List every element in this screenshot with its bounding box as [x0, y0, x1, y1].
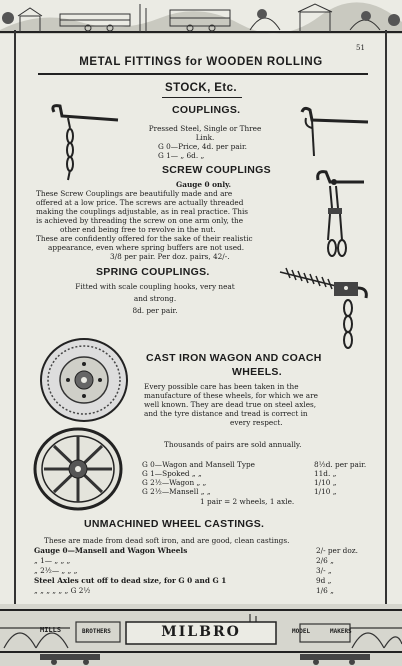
castings-row-1-label: Gauge 0—Mansell and Wagon Wheels — [34, 546, 188, 555]
page-subheading: STOCK, Etc. — [165, 82, 237, 94]
three-link-coupling-illustration — [48, 104, 128, 184]
screw-couplings-desc-7: appearance, even where spring buffers are not used. — [48, 243, 245, 252]
wheels-desc-5: every respect. — [230, 418, 283, 427]
wheels-sold-note: Thousands of pairs are sold annually. — [164, 440, 302, 449]
wheels-desc-4: and the tyre distance and tread is correct in — [144, 409, 308, 418]
bottom-border-illustration — [0, 604, 402, 666]
single-link-coupling-illustration — [298, 106, 372, 160]
wheels-title-2: WHEELS. — [232, 366, 282, 378]
spring-coupling-illustration — [276, 262, 372, 352]
banner-model-text: MODEL — [292, 628, 311, 635]
screw-couplings-desc-3: making the couplings adjustable, as in real practice. This — [36, 207, 249, 216]
screw-couplings-price: 3/8 per pair. Per doz. pairs, 42/-. — [110, 252, 230, 261]
castings-row-2-price: 2/6 „ — [316, 556, 334, 565]
spring-couplings-price: 8d. per pair. — [132, 306, 178, 315]
top-border-illustration — [0, 0, 402, 40]
banner-brothers-text: BROTHERS — [82, 628, 111, 635]
castings-title: UNMACHINED WHEEL CASTINGS. — [84, 518, 265, 530]
couplings-desc-2: Link. — [195, 133, 215, 142]
castings-row-3-label: „ 2½— „ „ „ — [34, 566, 78, 575]
screw-couplings-desc-1: These Screw Couplings are beautifully made and are — [36, 189, 233, 198]
wheels-desc-1: Every possible care has been taken in the — [144, 382, 299, 391]
couplings-price-g1: G 1— „ 6d. „ — [158, 151, 205, 160]
castings-row-4-label: Steel Axles cut off to dead size, for G 0 and G 1 — [34, 576, 227, 585]
wheels-row-1-label: G 0—Wagon and Mansell Type — [142, 460, 255, 469]
page-heading: METAL FITTINGS for WOODEN ROLLING — [79, 56, 323, 68]
disc-wheel-illustration — [38, 336, 130, 424]
banner-makers-text: MAKERS — [330, 628, 352, 635]
right-border-line — [385, 30, 387, 614]
wheels-row-4-label: G 2½—Mansell „ „ — [142, 487, 211, 496]
wheels-row-3-label: G 2½—Wagon „ „ — [142, 478, 207, 487]
castings-desc: These are made from dead soft iron, and are good, clean castings. — [44, 536, 290, 545]
castings-row-5-label: „ „ „ „ „ „ G 2½ — [34, 586, 91, 595]
page-number: 51 — [356, 44, 365, 52]
wheels-row-4-price: 1/10 „ — [314, 487, 337, 496]
banner-brand-logo: MILBRO — [161, 624, 241, 640]
castings-row-2-label: „ 1— „ „ „ — [34, 556, 71, 565]
wheels-desc-3: well known. They are dead true on steel axles, — [144, 400, 317, 409]
screw-couplings-desc-6: These are confidently offered for the sake of their realistic — [36, 234, 253, 243]
screw-couplings-desc-4: is achieved by threading the screw on one arm only, the — [36, 216, 244, 225]
castings-row-3-price: 3/- „ — [316, 566, 332, 575]
spoked-wheel-illustration — [32, 426, 124, 512]
wheels-row-3-price: 1/10 „ — [314, 478, 337, 487]
screw-couplings-desc-5: other end being free to revolve in the nut. — [60, 225, 216, 234]
screw-couplings-gauge: Gauge 0 only. — [176, 180, 232, 189]
left-border-line — [14, 30, 16, 614]
banner-mills-text: MILLS — [40, 626, 62, 634]
wheels-row-2-label: G 1—Spoked „ „ — [142, 469, 202, 478]
screw-coupling-illustration — [312, 168, 368, 260]
wheels-title-1: CAST IRON WAGON AND COACH — [146, 352, 322, 364]
wheels-row-1-price: 8½d. per pair. — [314, 460, 367, 469]
heading-rule — [38, 73, 368, 75]
subheading-rule — [162, 97, 242, 98]
screw-couplings-title: SCREW COUPLINGS — [162, 164, 271, 176]
couplings-price-g0: G 0—Price, 4d. per pair. — [158, 142, 247, 151]
castings-row-5-price: 1/6 „ — [316, 586, 334, 595]
spring-couplings-desc-1: Fitted with scale coupling hooks, very neat — [75, 282, 235, 291]
wheels-desc-2: manufacture of these wheels, for which we are — [144, 391, 318, 400]
wheels-pair-note: 1 pair = 2 wheels, 1 axle. — [200, 497, 295, 506]
spring-couplings-title: SPRING COUPLINGS. — [96, 266, 210, 278]
castings-row-1-price: 2/- per doz. — [316, 546, 358, 555]
couplings-desc-1: Pressed Steel, Single or Three — [148, 124, 262, 133]
screw-couplings-desc-2: offered at a low price. The screws are actually threaded — [36, 198, 244, 207]
castings-row-4-price: 9d „ — [316, 576, 332, 585]
couplings-title: COUPLINGS. — [172, 104, 241, 116]
wheels-row-2-price: 11d. „ — [314, 469, 337, 478]
spring-couplings-desc-2: and strong. — [133, 294, 177, 303]
